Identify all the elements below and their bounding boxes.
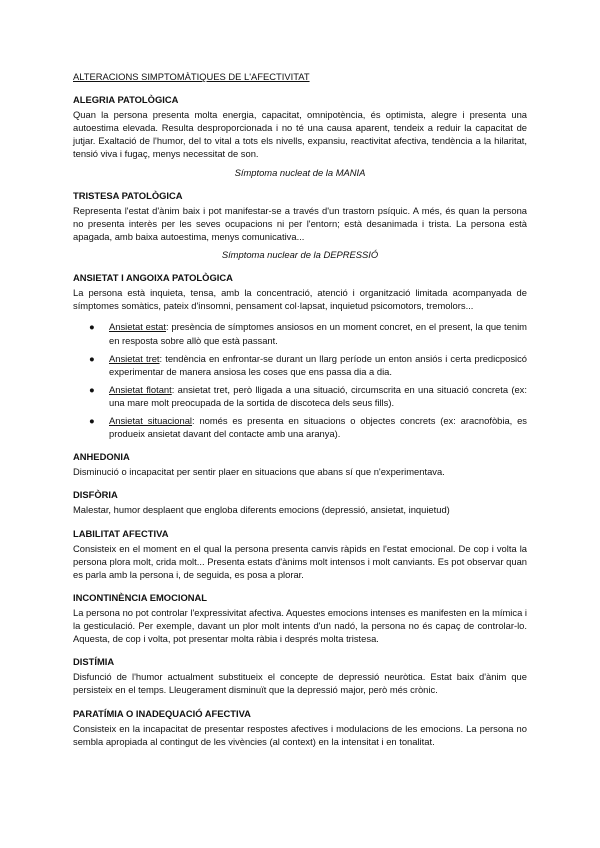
section-heading: ALEGRIA PATOLÒGICA [73, 94, 179, 106]
section-text: Representa l'estat d'ànim baix i pot manifestar-se a través d'un trastorn psíquic. A més, és quan la persona no presenta interès per les seves ocupacions ni per l'entorn; està desanimada i trista. La persona està apagada, amb baixa autoestima, menys comunicativa... [73, 204, 527, 242]
bullet-list [73, 320, 527, 440]
bullet-separator: : [171, 383, 178, 395]
section-text: La persona no pot controlar l'expressivitat afectiva. Aquestes emocions intenses es manifesten en la mímica i la gesticulació. Per exemple, davant un plor molt intents d'un nadó, la persona no és capaç de controlar-lo. Aquesta, de cop i volta, pot presentar molta ràbia i després molta tristesa. [73, 607, 527, 645]
section-heading: LABILITAT AFECTIVA [73, 527, 169, 539]
section [73, 271, 527, 440]
section-heading: ANHEDONIA [73, 451, 130, 463]
section [73, 450, 527, 478]
bullet-term: Ansietat estat [109, 321, 166, 333]
section-heading: PARATÍMIA O INADEQUACIÓ AFECTIVA [73, 707, 251, 719]
bullet-separator: : [165, 321, 172, 333]
bullet-separator: : [159, 352, 166, 364]
document-title: ALTERACIONS SIMPTOMÀTIQUES DE L'AFECTIVITAT [73, 71, 310, 82]
section-note: Símptoma nuclear de la DEPRESSIÓ [221, 249, 379, 261]
section [73, 189, 527, 261]
bullet-separator: : [192, 414, 200, 426]
section [73, 93, 527, 179]
section [73, 707, 527, 748]
bullet-description: ansietat tret, però lligada a una situació, circumscrita en una situació concreta (ex: una mare molt preocupada de la sortida de discoteca dels seus fills). [109, 383, 527, 408]
bullet-icon: ● [89, 352, 95, 364]
section [73, 655, 527, 696]
sections [73, 93, 527, 748]
bullet-term: Ansietat flotant [109, 383, 172, 395]
list-item [73, 320, 527, 346]
document-page [73, 70, 527, 758]
list-item [73, 352, 527, 378]
section-heading: INCONTINÈNCIA EMOCIONAL [73, 591, 208, 603]
bullet-icon: ● [89, 321, 95, 333]
section-heading: TRISTESA PATOLÒGICA [73, 189, 183, 201]
section [73, 488, 527, 516]
section-text: Consisteix en el moment en el qual la persona presenta canvis ràpids en l'estat emocional. De cop i volta la persona plora molt, crida molt... Presenta estats d'ànims molt intensos i molt canviants. Es pot observar quan es parla amb la persona i, de seguida, es posa a plorar. [73, 542, 527, 580]
section-text: Quan la persona presenta molta energia, capacitat, omnipotència, és optimista, alegre i presenta una autoestima elevada. Resulta desproporcionada i no té una causa aparent, tendeix a reduir la capacitat de jutjar. Exaltació de l'humor, del to vital a tots els nivells, expansiu, reactivitat afectiva, tendència a la hilaritat, tensió viva i fugaç, menys necessitat de son. [73, 109, 527, 160]
bullet-term: Ansietat situacional [109, 414, 192, 426]
section-text: Malestar, humor desplaent que engloba diferents emocions (depressió, ansietat, inquietud) [73, 504, 450, 516]
bullet-description: presència de símptomes ansiosos en un moment concret, en el present, la que tenim en resposta sobre allò que està passant. [109, 321, 527, 346]
section [73, 527, 527, 581]
bullet-term: Ansietat tret [109, 352, 160, 364]
list-item [73, 414, 527, 440]
list-item [73, 383, 527, 409]
section-text: Disminució o incapacitat per sentir plaer en situacions que abans sí que n'experimentava. [73, 466, 445, 478]
bullet-icon: ● [89, 383, 95, 395]
bullet-description: tendència en enfrontar-se durant un llarg període un enton ansiós i certa predicposicó experimentar de manera ansiosa les coses que ens passa dia a dia. [109, 352, 527, 377]
section-text: Consisteix en la incapacitat de presentar respostes afectives i modulacions de les emocions. La persona no sembla apropiada al contingut de les vivències (al context) en la intensitat i en tonalitat. [73, 722, 527, 747]
section-heading: DISFÒRIA [73, 489, 118, 501]
bullet-icon: ● [89, 414, 95, 426]
section [73, 591, 527, 645]
section-text: La persona està inquieta, tensa, amb la concentració, atenció i organització limitada acompanyada de símptomes somàtics, pateix d'insomni, pensament col·lapsat, inquietud psicomotors, tremolors... [73, 287, 527, 312]
section-heading: DISTÍMIA [73, 656, 115, 668]
section-note: Símptoma nucleat de la MANIA [234, 166, 366, 178]
bullet-description: només es presenta en situacions o objectes concrets (ex: aracnofòbia, es produeix ansietat davant del contacte amb una aranya). [109, 414, 527, 440]
section-heading: ANSIETAT I ANGOIXA PATOLÒGICA [73, 272, 233, 284]
section-text: Disfunció de l'humor actualment substitueix el concepte de depressió neuròtica. Estat baix d'ànim que persisteix en el temps. Lleugerament disminuït que la depressió major, però més crònic. [73, 671, 527, 696]
